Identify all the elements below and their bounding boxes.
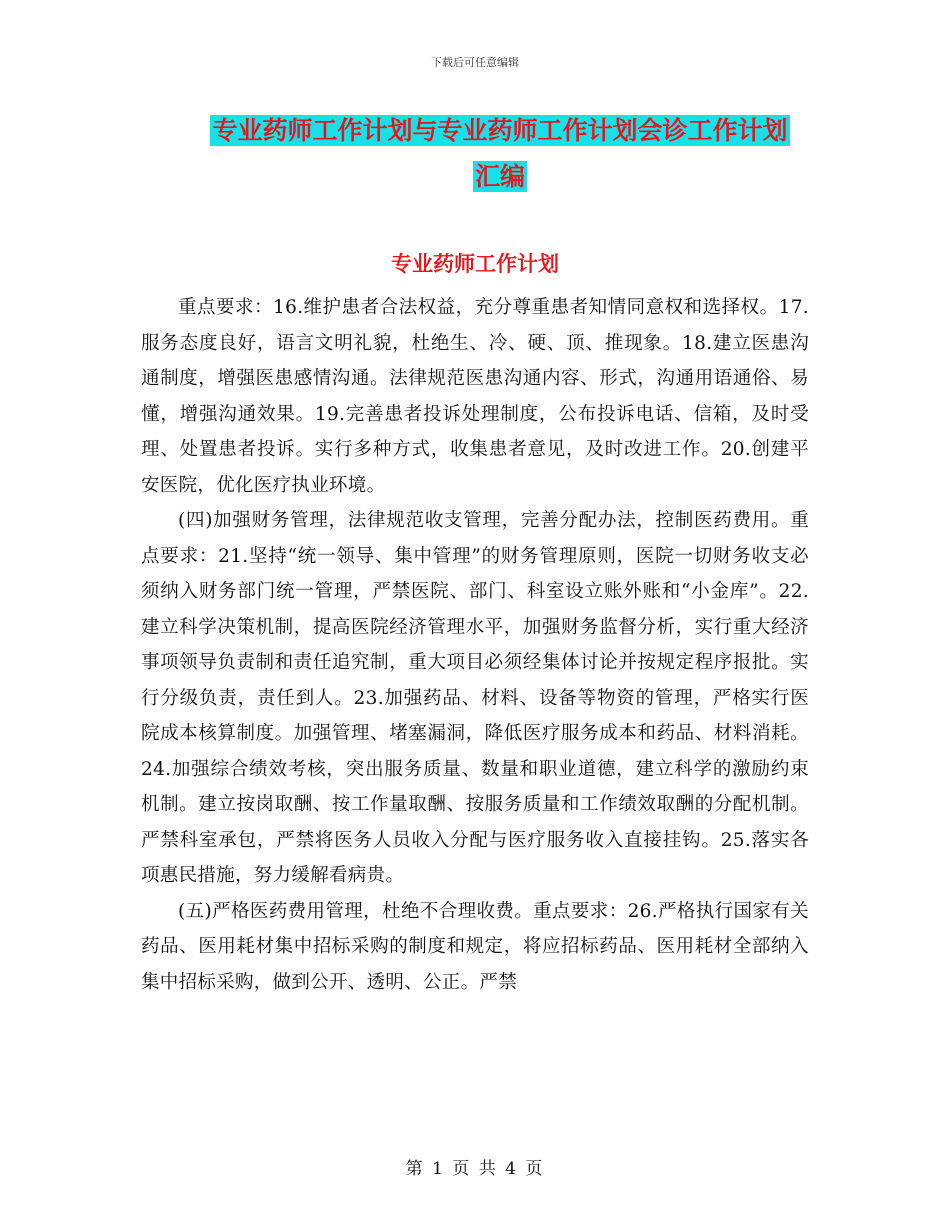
document-title-line-1: 专业药师工作计划与专业药师工作计划会诊工作计划 [212,116,788,145]
body-text [141,290,809,1000]
paragraph: 重点要求：16.维护患者合法权益，充分尊重患者知情同意权和选择权。17.服务态度良好，语言文明礼貌，杜绝生、冷、硬、顶、推现象。18.建立医患沟通制度，增强医患感情沟通。法律规范医患沟通内容、形式，沟通用语通俗、易懂，增强沟通效果。19.完善患者投诉处理制度，公布投诉电话、信箱，及时受理、处置患者投诉。实行多种方式，收集患者意见，及时改进工作。20.创建平安医院，优化医疗执业环境。 [141,297,809,496]
document-title-line-2: 汇编 [474,162,525,191]
document-title [140,108,860,200]
section-title: 专业药师工作计划 [391,252,559,276]
page-footer: 第 1 页 共 4 页 [405,1159,545,1179]
paragraph: (四)加强财务管理，法律规范收支管理，完善分配办法，控制医药费用。重点要求：21.坚持“统一领导、集中管理”的财务管理原则，医院一切财务收支必须纳入财务部门统一管理，严禁医院、部门、科室设立账外账和“小金库”。22.建立科学决策机制，提高医院经济管理水平，加强财务监督分析，实行重大经济事项领导负责制和责任追究制，重大项目必须经集体讨论并按规定程序报批。实行分级负责，责任到人。23.加强药品、材料、设备等物资的管理，严格实行医院成本核算制度。加强管理、堵塞漏洞，降低医疗服务成本和药品、材料消耗。24.加强综合绩效考核，突出服务质量、数量和职业道德，建立科学的激励约束机制。建立按岗取酬、按工作量取酬、按服务质量和工作绩效取酬的分配机制。严禁科室承包，严禁将医务人员收入分配与医疗服务收入直接挂钩。25.落实各项惠民措施，努力缓解看病贵。 [141,510,809,886]
paragraph: (五)严格医药费用管理，杜绝不合理收费。重点要求：26.严格执行国家有关药品、医用耗材集中招标采购的制度和规定，将应招标药品、医用耗材全部纳入集中招标采购，做到公开、透明、公正。严禁 [141,900,809,993]
header-note: 下载后可任意编辑 [431,56,519,69]
